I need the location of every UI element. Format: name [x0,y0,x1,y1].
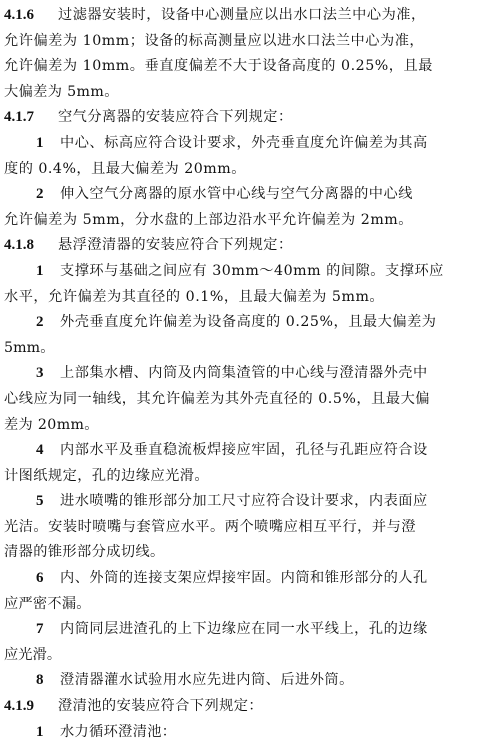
continuation-line [4,80,494,106]
continuation-line [4,157,494,183]
item-line [4,438,494,464]
item-line [4,310,494,336]
line-text: 悬浮澄清器的安装应符合下列规定： [58,237,293,254]
continuation-line [4,643,494,669]
continuation-line [4,387,494,413]
item-line [4,259,494,285]
line-text: 中心、标高应符合设计要求，外壳垂直度允许偏差为其高 [60,134,428,151]
item-number: 6 [36,570,44,587]
line-text: 差为 20mm。 [4,416,99,433]
item-number: 1 [36,262,44,279]
line-text: 内部水平及垂直稳流板焊接应牢固，孔径与孔距应符合设 [60,442,428,459]
item-line [4,361,494,387]
line-text: 允许偏差为 10mm。垂直度偏差不大于设备高度的 0.25%，且最 [4,58,433,75]
line-text: 应光滑。 [4,646,62,663]
line-text: 上部集水槽、内筒及内筒集渣管的中心线与澄清器外壳中 [60,365,428,382]
line-text: 心线应为同一轴线，其允许偏差为其外壳直径的 0.5%，且最大偏 [4,390,431,407]
line-text: 允许偏差为 10mm；设备的标高测量应以进水口法兰中心为准， [4,32,425,49]
continuation-line [4,515,494,541]
line-text: 大偏差为 5mm。 [4,83,119,100]
section-number: 4.1.7 [4,109,34,126]
item-line [4,489,494,515]
item-line [4,566,494,592]
item-number: 1 [36,723,44,740]
item-number: 2 [36,314,44,331]
item-number: 8 [36,672,44,689]
line-text: 澄清池的安装应符合下列规定： [58,698,264,715]
section-line [4,105,494,131]
line-text: 外壳垂直度允许偏差为设备高度的 0.25%，且最大偏差为 [60,314,437,331]
line-text: 过滤器安装时，设备中心测量应以出水口法兰中心为准， [58,7,426,23]
item-line [4,182,494,208]
line-text: 内、外筒的连接支架应焊接牢固。内筒和锥形部分的人孔 [60,570,428,587]
item-number: 1 [36,134,44,151]
section-number: 4.1.9 [4,698,34,715]
item-line [4,131,494,157]
item-number: 2 [36,186,44,203]
line-text: 允许偏差为 5mm，分水盘的上部边沿水平允许偏差为 2mm。 [4,211,414,228]
item-number: 4 [36,442,44,459]
line-text: 光洁。安装时喷嘴与套管应水平。两个喷嘴应相互平行，并与澄 [4,518,417,535]
line-text: 水力循环澄清池： [60,723,177,740]
line-text: 澄清器灌水试验用水应先进内筒、后进外筒。 [60,672,354,689]
continuation-line [4,336,494,362]
section-line [4,694,494,720]
line-text: 空气分离器的安装应符合下列规定： [58,109,293,126]
continuation-line [4,464,494,490]
line-text: 计图纸规定，孔的边缘应光滑。 [4,467,210,484]
line-text: 伸入空气分离器的原水管中心线与空气分离器的中心线 [60,186,413,203]
line-text: 内筒同层进渣孔的上下边缘应在同一水平线上，孔的边缘 [60,621,428,638]
continuation-line [4,285,494,311]
continuation-line [4,29,494,55]
continuation-line [4,592,494,618]
line-text: 清器的锥形部分成切线。 [4,544,165,561]
line-text: 应严密不漏。 [4,595,91,612]
line-text: 水平，允许偏差为其直径的 0.1%，且最大偏差为 5mm。 [4,288,385,305]
document-body [4,3,494,745]
section-number: 4.1.8 [4,237,34,254]
item-line [4,617,494,643]
item-number: 3 [36,365,44,382]
section-number: 4.1.6 [4,7,34,23]
continuation-line [4,54,494,80]
line-text: 支撑环与基础之间应有 30mm～40mm 的间隙。支撑环应 [60,262,444,279]
continuation-line [4,540,494,566]
item-number: 5 [36,493,44,510]
section-line [4,3,494,29]
item-number: 7 [36,621,44,638]
item-line [4,720,494,746]
line-text: 度的 0.4%，且最大偏差为 20mm。 [4,160,246,177]
line-text: 5mm。 [4,339,55,356]
item-line [4,668,494,694]
line-text: 进水喷嘴的锥形部分加工尺寸应符合设计要求，内表面应 [60,493,428,510]
continuation-line [4,413,494,439]
continuation-line [4,208,494,234]
section-line [4,233,494,259]
